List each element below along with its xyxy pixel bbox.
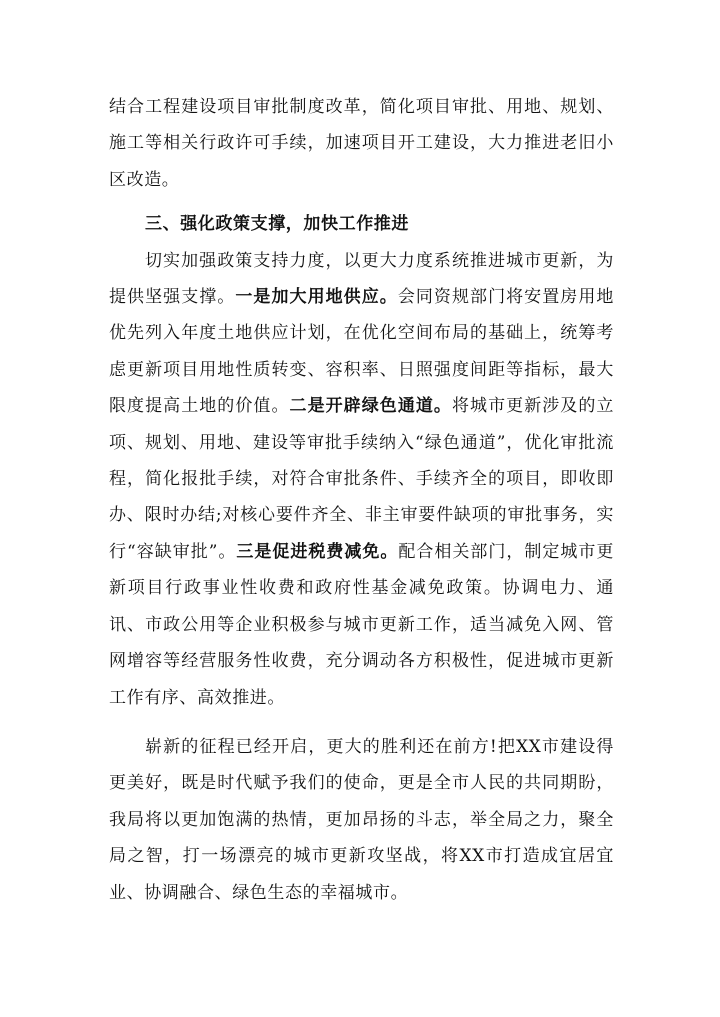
point-2-title: 二是开辟绿色通道。	[289, 396, 452, 417]
section-heading-3: 三、强化政策支撑，加快工作推进	[145, 214, 409, 235]
point-1-text: 会同资规部门将安置房用地优先列入年度土地供应计划，在优化空间布局的基础上，统筹考虑更新项目用地性质转变、容积率、日照强度间距等指标，最大限度提高土地的价值。	[109, 287, 614, 417]
point-3-text: 配合相关部门，制定城市更新项目行政事业性收费和政府性基金减免政策。协调电力、通讯、市政公用等企业积极参与城市更新工作，适当减免入网、管网增容等经营服务性收费，充分调动各方积极性，促进城市更新工作有序、高效推进。	[109, 541, 615, 708]
paragraph-conclusion: 崭新的征程已经开启，更大的胜利还在前方!把XX市建设得更美好，既是时代赋予我们的使命，更是全市人民的共同期盼，我局将以更加饱满的热情，更加昂扬的斗志，举全局之力，聚全局之智，打一场漂亮的城市更新攻坚战，将XX市打造成宜居宜业、协调融合、绿色生态的幸福城市。	[109, 736, 614, 903]
policy-intro-text: 切实加强政策支持力度，以更大力度系统推进城市更新，为提供坚强支撑。	[109, 250, 614, 308]
point-1-title: 一是加大用地供应。	[235, 287, 398, 308]
point-3-title: 三是促进税费减免。	[236, 541, 399, 562]
document-body	[109, 89, 614, 911]
paragraph-policy-support	[109, 243, 614, 716]
point-2-text: 将城市更新涉及的立项、规划、用地、建设等审批手续纳入“绿色通道”，优化审批流程，简化报批手续，对符合审批条件、手续齐全的项目，即收即办、限时办结;对核心要件齐全、非主审要件缺项的审批事务，实行“容缺审批”。	[109, 396, 614, 562]
paragraph-project-approval: 结合工程建设项目审批制度改革，简化项目审批、用地、规划、施工等相关行政许可手续，加速项目开工建设，大力推进老旧小区改造。	[109, 97, 614, 190]
